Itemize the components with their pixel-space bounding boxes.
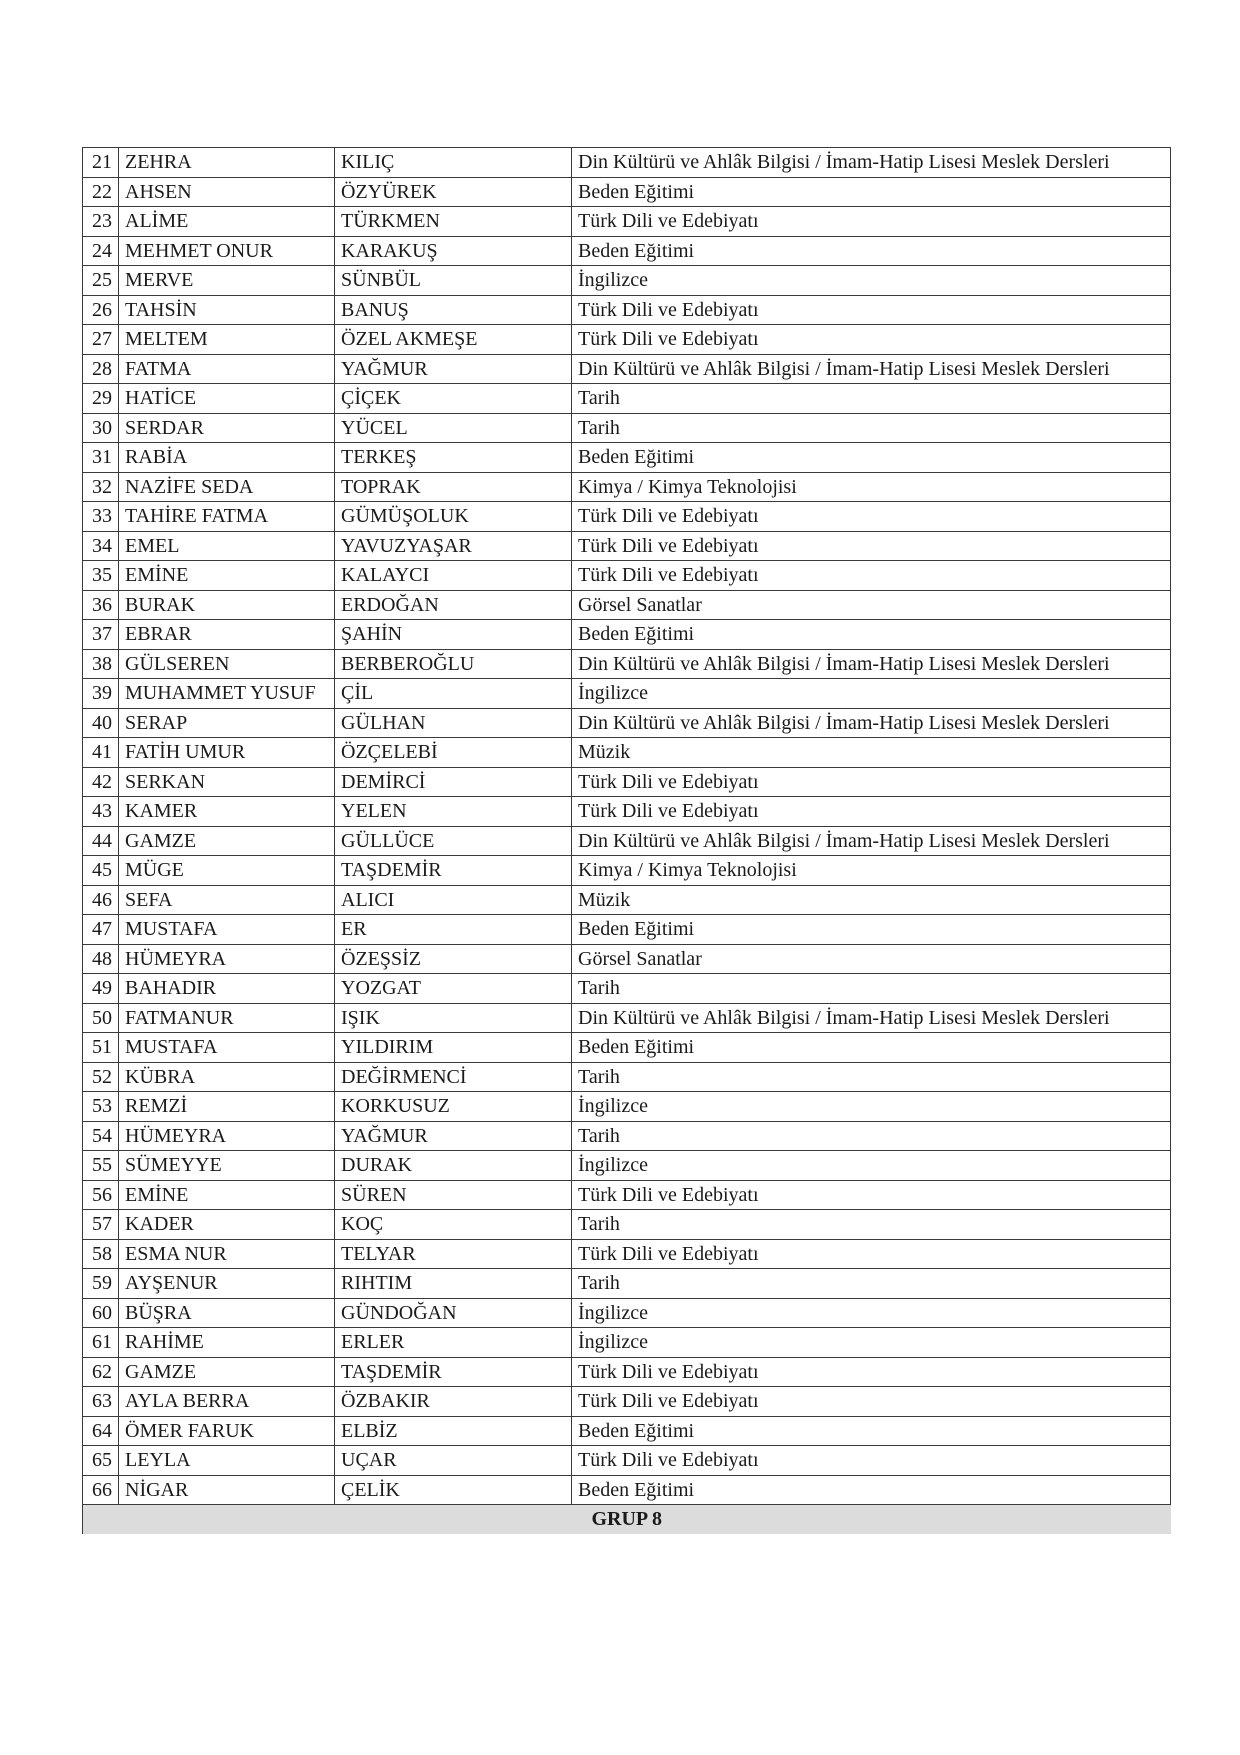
table-row [83,1298,1171,1328]
table-row [83,797,1171,827]
branch-cell: Din Kültürü ve Ahlâk Bilgisi / İmam-Hatip Lisesi Meslek Dersleri [572,1003,1171,1033]
last-name-cell: KORKUSUZ [335,1092,572,1122]
branch-cell: Kimya / Kimya Teknolojisi [572,472,1171,502]
branch-cell: Tarih [572,1062,1171,1092]
row-number-cell: 57 [83,1210,119,1240]
branch-cell: Beden Eğitimi [572,1416,1171,1446]
row-number-cell: 43 [83,797,119,827]
row-number-cell: 64 [83,1416,119,1446]
branch-cell: Türk Dili ve Edebiyatı [572,1387,1171,1417]
row-number-cell: 33 [83,502,119,532]
branch-cell: Müzik [572,885,1171,915]
first-name-cell: MERVE [119,266,335,296]
branch-cell: Din Kültürü ve Ahlâk Bilgisi / İmam-Hatip Lisesi Meslek Dersleri [572,708,1171,738]
first-name-cell: MÜGE [119,856,335,886]
first-name-cell: BÜŞRA [119,1298,335,1328]
table-row [83,915,1171,945]
first-name-cell: MELTEM [119,325,335,355]
last-name-cell: YAĞMUR [335,1121,572,1151]
row-number-cell: 56 [83,1180,119,1210]
first-name-cell: SERDAR [119,413,335,443]
row-number-cell: 29 [83,384,119,414]
table-row [83,207,1171,237]
first-name-cell: REMZİ [119,1092,335,1122]
table-row [83,1446,1171,1476]
last-name-cell: YELEN [335,797,572,827]
branch-cell: Beden Eğitimi [572,236,1171,266]
row-number-cell: 59 [83,1269,119,1299]
table-row [83,236,1171,266]
last-name-cell: ALICI [335,885,572,915]
row-number-cell: 34 [83,531,119,561]
last-name-cell: ER [335,915,572,945]
row-number-cell: 61 [83,1328,119,1358]
branch-cell: Tarih [572,384,1171,414]
table-row [83,531,1171,561]
branch-cell: Tarih [572,974,1171,1004]
branch-cell: İngilizce [572,1151,1171,1181]
row-number-cell: 41 [83,738,119,768]
table-row [83,679,1171,709]
branch-cell: Türk Dili ve Edebiyatı [572,1446,1171,1476]
last-name-cell: IŞIK [335,1003,572,1033]
table-row [83,1269,1171,1299]
table-row [83,561,1171,591]
branch-cell: Türk Dili ve Edebiyatı [572,502,1171,532]
branch-cell: İngilizce [572,1298,1171,1328]
row-number-cell: 35 [83,561,119,591]
branch-cell: Türk Dili ve Edebiyatı [572,325,1171,355]
document-page [82,147,1170,1534]
first-name-cell: RAHİME [119,1328,335,1358]
first-name-cell: GÜLSEREN [119,649,335,679]
row-number-cell: 47 [83,915,119,945]
last-name-cell: ÖZYÜREK [335,177,572,207]
last-name-cell: ÇİL [335,679,572,709]
table-row [83,620,1171,650]
branch-cell: Görsel Sanatlar [572,944,1171,974]
table-row [83,1121,1171,1151]
row-number-cell: 52 [83,1062,119,1092]
group-heading-row [83,1505,1171,1534]
last-name-cell: KALAYCI [335,561,572,591]
last-name-cell: YILDIRIM [335,1033,572,1063]
table-row [83,1357,1171,1387]
table-row [83,384,1171,414]
branch-cell: Tarih [572,1210,1171,1240]
table-row [83,472,1171,502]
first-name-cell: HÜMEYRA [119,944,335,974]
branch-cell: Türk Dili ve Edebiyatı [572,1239,1171,1269]
first-name-cell: AHSEN [119,177,335,207]
branch-cell: Tarih [572,1121,1171,1151]
branch-cell: Beden Eğitimi [572,1475,1171,1505]
last-name-cell: DEMİRCİ [335,767,572,797]
last-name-cell: KOÇ [335,1210,572,1240]
row-number-cell: 66 [83,1475,119,1505]
last-name-cell: ERDOĞAN [335,590,572,620]
first-name-cell: HÜMEYRA [119,1121,335,1151]
table-row [83,354,1171,384]
branch-cell: Kimya / Kimya Teknolojisi [572,856,1171,886]
branch-cell: Türk Dili ve Edebiyatı [572,1180,1171,1210]
row-number-cell: 31 [83,443,119,473]
table-row [83,266,1171,296]
table-row [83,856,1171,886]
branch-cell: İngilizce [572,1092,1171,1122]
table-row [83,1387,1171,1417]
branch-cell: Tarih [572,413,1171,443]
first-name-cell: BAHADIR [119,974,335,1004]
first-name-cell: ALİME [119,207,335,237]
first-name-cell: ESMA NUR [119,1239,335,1269]
row-number-cell: 60 [83,1298,119,1328]
last-name-cell: UÇAR [335,1446,572,1476]
table-row [83,1475,1171,1505]
last-name-cell: ELBİZ [335,1416,572,1446]
table-row [83,443,1171,473]
last-name-cell: TAŞDEMİR [335,1357,572,1387]
first-name-cell: MUHAMMET YUSUF [119,679,335,709]
first-name-cell: TAHİRE FATMA [119,502,335,532]
last-name-cell: BANUŞ [335,295,572,325]
table-row [83,944,1171,974]
first-name-cell: AYŞENUR [119,1269,335,1299]
last-name-cell: ÇELİK [335,1475,572,1505]
row-number-cell: 23 [83,207,119,237]
row-number-cell: 32 [83,472,119,502]
branch-cell: Türk Dili ve Edebiyatı [572,295,1171,325]
roster-body [83,148,1171,1505]
row-number-cell: 51 [83,1033,119,1063]
table-row [83,1416,1171,1446]
table-row [83,1062,1171,1092]
last-name-cell: ÖZEŞSİZ [335,944,572,974]
first-name-cell: EMİNE [119,561,335,591]
row-number-cell: 25 [83,266,119,296]
table-row [83,177,1171,207]
last-name-cell: GÜNDOĞAN [335,1298,572,1328]
branch-cell: Din Kültürü ve Ahlâk Bilgisi / İmam-Hatip Lisesi Meslek Dersleri [572,649,1171,679]
row-number-cell: 54 [83,1121,119,1151]
table-row [83,295,1171,325]
first-name-cell: FATMA [119,354,335,384]
table-row [83,502,1171,532]
first-name-cell: MEHMET ONUR [119,236,335,266]
first-name-cell: SEFA [119,885,335,915]
table-row [83,1033,1171,1063]
first-name-cell: SÜMEYYE [119,1151,335,1181]
last-name-cell: ŞAHİN [335,620,572,650]
row-number-cell: 40 [83,708,119,738]
first-name-cell: NİGAR [119,1475,335,1505]
roster-table [82,147,1171,1534]
last-name-cell: TERKEŞ [335,443,572,473]
first-name-cell: LEYLA [119,1446,335,1476]
branch-cell: Din Kültürü ve Ahlâk Bilgisi / İmam-Hatip Lisesi Meslek Dersleri [572,148,1171,178]
first-name-cell: EMEL [119,531,335,561]
last-name-cell: GÜLHAN [335,708,572,738]
branch-cell: Beden Eğitimi [572,177,1171,207]
branch-cell: İngilizce [572,1328,1171,1358]
table-row [83,413,1171,443]
branch-cell: Görsel Sanatlar [572,590,1171,620]
branch-cell: Türk Dili ve Edebiyatı [572,531,1171,561]
first-name-cell: NAZİFE SEDA [119,472,335,502]
table-row [83,974,1171,1004]
last-name-cell: DEĞİRMENCİ [335,1062,572,1092]
first-name-cell: SERKAN [119,767,335,797]
first-name-cell: GAMZE [119,1357,335,1387]
table-row [83,325,1171,355]
row-number-cell: 24 [83,236,119,266]
branch-cell: Beden Eğitimi [572,620,1171,650]
first-name-cell: HATİCE [119,384,335,414]
table-row [83,767,1171,797]
row-number-cell: 58 [83,1239,119,1269]
last-name-cell: ÖZEL AKMEŞE [335,325,572,355]
last-name-cell: ÖZÇELEBİ [335,738,572,768]
branch-cell: Beden Eğitimi [572,1033,1171,1063]
first-name-cell: BURAK [119,590,335,620]
first-name-cell: ÖMER FARUK [119,1416,335,1446]
first-name-cell: KADER [119,1210,335,1240]
last-name-cell: SÜREN [335,1180,572,1210]
table-row [83,1151,1171,1181]
row-number-cell: 48 [83,944,119,974]
branch-cell: Müzik [572,738,1171,768]
first-name-cell: EBRAR [119,620,335,650]
row-number-cell: 30 [83,413,119,443]
row-number-cell: 49 [83,974,119,1004]
row-number-cell: 38 [83,649,119,679]
first-name-cell: RABİA [119,443,335,473]
branch-cell: Din Kültürü ve Ahlâk Bilgisi / İmam-Hatip Lisesi Meslek Dersleri [572,354,1171,384]
table-row [83,738,1171,768]
first-name-cell: MUSTAFA [119,915,335,945]
last-name-cell: KILIÇ [335,148,572,178]
branch-cell: İngilizce [572,679,1171,709]
row-number-cell: 55 [83,1151,119,1181]
branch-cell: Türk Dili ve Edebiyatı [572,767,1171,797]
table-row [83,1328,1171,1358]
table-row [83,885,1171,915]
last-name-cell: YOZGAT [335,974,572,1004]
branch-cell: Türk Dili ve Edebiyatı [572,797,1171,827]
last-name-cell: ERLER [335,1328,572,1358]
row-number-cell: 27 [83,325,119,355]
branch-cell: Tarih [572,1269,1171,1299]
first-name-cell: FATMANUR [119,1003,335,1033]
last-name-cell: TAŞDEMİR [335,856,572,886]
row-number-cell: 26 [83,295,119,325]
row-number-cell: 46 [83,885,119,915]
row-number-cell: 36 [83,590,119,620]
last-name-cell: BERBEROĞLU [335,649,572,679]
last-name-cell: YAĞMUR [335,354,572,384]
table-row [83,148,1171,178]
last-name-cell: DURAK [335,1151,572,1181]
row-number-cell: 44 [83,826,119,856]
row-number-cell: 21 [83,148,119,178]
first-name-cell: KÜBRA [119,1062,335,1092]
row-number-cell: 37 [83,620,119,650]
table-row [83,1092,1171,1122]
first-name-cell: GAMZE [119,826,335,856]
table-row [83,590,1171,620]
branch-cell: İngilizce [572,266,1171,296]
last-name-cell: SÜNBÜL [335,266,572,296]
last-name-cell: TOPRAK [335,472,572,502]
first-name-cell: MUSTAFA [119,1033,335,1063]
last-name-cell: TÜRKMEN [335,207,572,237]
first-name-cell: KAMER [119,797,335,827]
table-row [83,649,1171,679]
first-name-cell: EMİNE [119,1180,335,1210]
last-name-cell: YAVUZYAŞAR [335,531,572,561]
table-row [83,1239,1171,1269]
last-name-cell: YÜCEL [335,413,572,443]
branch-cell: Türk Dili ve Edebiyatı [572,1357,1171,1387]
table-row [83,1180,1171,1210]
table-row [83,826,1171,856]
last-name-cell: ÇİÇEK [335,384,572,414]
row-number-cell: 63 [83,1387,119,1417]
row-number-cell: 42 [83,767,119,797]
first-name-cell: ZEHRA [119,148,335,178]
row-number-cell: 39 [83,679,119,709]
branch-cell: Türk Dili ve Edebiyatı [572,207,1171,237]
last-name-cell: GÜMÜŞOLUK [335,502,572,532]
group-heading: GRUP 8 [83,1505,1171,1534]
row-number-cell: 65 [83,1446,119,1476]
first-name-cell: SERAP [119,708,335,738]
first-name-cell: TAHSİN [119,295,335,325]
row-number-cell: 22 [83,177,119,207]
first-name-cell: FATİH UMUR [119,738,335,768]
last-name-cell: GÜLLÜCE [335,826,572,856]
last-name-cell: TELYAR [335,1239,572,1269]
branch-cell: Din Kültürü ve Ahlâk Bilgisi / İmam-Hatip Lisesi Meslek Dersleri [572,826,1171,856]
branch-cell: Beden Eğitimi [572,443,1171,473]
last-name-cell: ÖZBAKIR [335,1387,572,1417]
row-number-cell: 50 [83,1003,119,1033]
row-number-cell: 28 [83,354,119,384]
table-row [83,1003,1171,1033]
row-number-cell: 45 [83,856,119,886]
branch-cell: Beden Eğitimi [572,915,1171,945]
branch-cell: Türk Dili ve Edebiyatı [572,561,1171,591]
table-row [83,708,1171,738]
last-name-cell: RIHTIM [335,1269,572,1299]
table-row [83,1210,1171,1240]
row-number-cell: 62 [83,1357,119,1387]
first-name-cell: AYLA BERRA [119,1387,335,1417]
last-name-cell: KARAKUŞ [335,236,572,266]
row-number-cell: 53 [83,1092,119,1122]
